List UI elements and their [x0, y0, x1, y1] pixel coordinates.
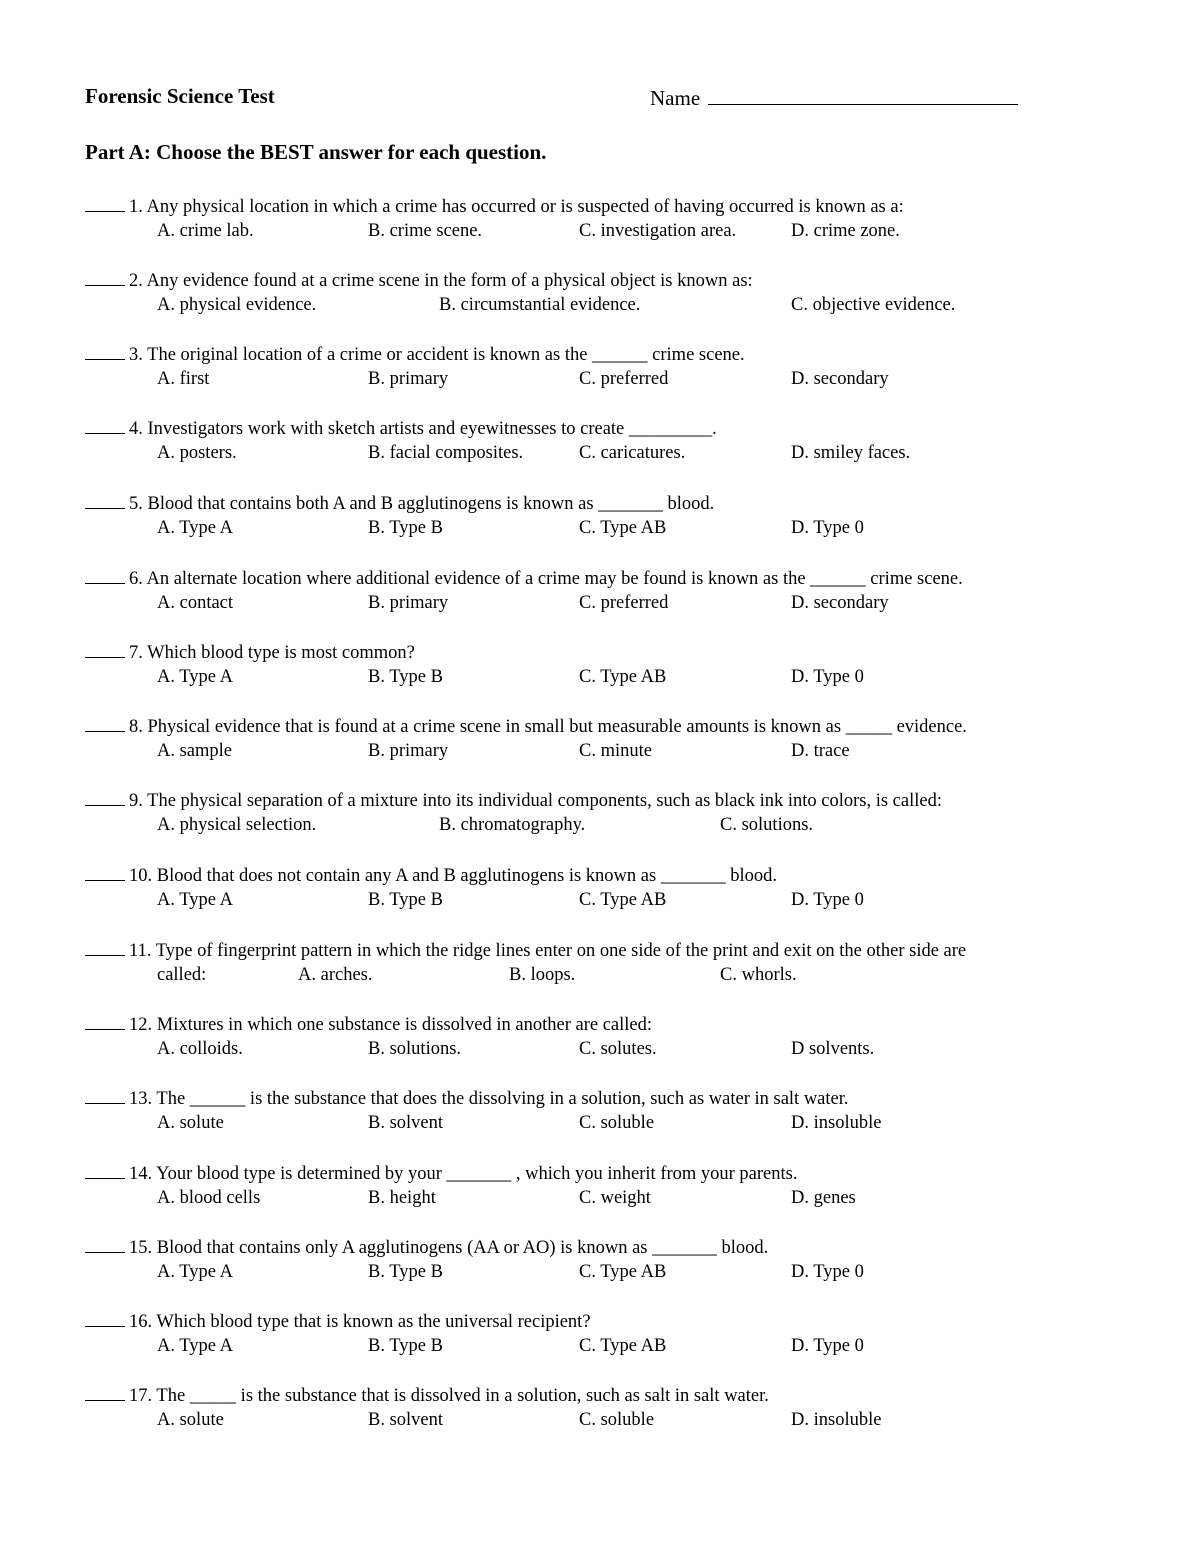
- name-label: Name: [650, 86, 701, 110]
- name-field-line[interactable]: [708, 104, 1018, 105]
- answer-option: D. insoluble: [791, 1113, 882, 1133]
- answer-option: A. sample: [157, 741, 233, 761]
- question-16: [85, 1311, 1125, 1361]
- question-4: [85, 418, 1125, 468]
- answer-option: C. caricatures.: [579, 443, 686, 463]
- answer-options: [85, 1113, 1125, 1138]
- question-8: [85, 716, 1125, 766]
- question-9: [85, 790, 1125, 840]
- answer-option: A. posters.: [157, 443, 237, 463]
- answer-option: A. blood cells: [157, 1188, 261, 1208]
- question-stem: 11. Type of fingerprint pattern in which the ridge lines enter on one side of the print and exit on the other side are: [129, 941, 967, 961]
- answer-blank[interactable]: [85, 418, 125, 434]
- answer-option: B. circumstantial evidence.: [439, 295, 641, 315]
- answer-options: [85, 369, 1125, 394]
- question-14: [85, 1163, 1125, 1213]
- answer-options: [85, 593, 1125, 618]
- answer-option: C. Type AB: [579, 667, 667, 687]
- question-stem: 16. Which blood type that is known as the universal recipient?: [129, 1312, 591, 1332]
- header: [85, 84, 1115, 114]
- answer-option: C. Type AB: [579, 890, 667, 910]
- answer-option: C. solutes.: [579, 1039, 657, 1059]
- question-stem: 7. Which blood type is most common?: [129, 643, 415, 663]
- answer-options: [85, 443, 1125, 468]
- answer-blank[interactable]: [85, 568, 125, 584]
- answer-option: D. insoluble: [791, 1410, 882, 1430]
- answer-option: A. physical evidence.: [157, 295, 317, 315]
- answer-option: B. Type B: [368, 890, 443, 910]
- answer-option: C. whorls.: [720, 965, 797, 985]
- answer-options: [85, 518, 1125, 543]
- question-11: [85, 940, 1125, 990]
- answer-blank[interactable]: [85, 196, 125, 212]
- answer-blank[interactable]: [85, 790, 125, 806]
- answer-option: B. Type B: [368, 518, 443, 538]
- question-13: [85, 1088, 1125, 1138]
- answer-options: [85, 741, 1125, 766]
- answer-option: A. arches.: [298, 965, 373, 985]
- answer-option: A. contact: [157, 593, 234, 613]
- question-10: [85, 865, 1125, 915]
- answer-option: D. Type 0: [791, 1262, 864, 1282]
- question-stem: 10. Blood that does not contain any A and B agglutinogens is known as _______ blood.: [129, 866, 777, 886]
- answer-option: B. facial composites.: [368, 443, 524, 463]
- answer-options: [85, 815, 1125, 840]
- answer-option: A. solute: [157, 1113, 224, 1133]
- answer-option: B. solvent: [368, 1410, 444, 1430]
- answer-blank[interactable]: [85, 493, 125, 509]
- question-stem: 6. An alternate location where additional evidence of a crime may be found is known as the ______ crime scene.: [129, 569, 963, 589]
- answer-blank[interactable]: [85, 865, 125, 881]
- question-stem: 12. Mixtures in which one substance is dissolved in another are called:: [129, 1015, 653, 1035]
- answer-blank[interactable]: [85, 1088, 125, 1104]
- answer-blank[interactable]: [85, 1014, 125, 1030]
- answer-option: B. height: [368, 1188, 436, 1208]
- answer-option: D. Type 0: [791, 890, 864, 910]
- question-15: [85, 1237, 1125, 1287]
- answer-blank[interactable]: [85, 716, 125, 732]
- answer-options: [85, 1188, 1125, 1213]
- part-a-instructions: Part A: Choose the BEST answer for each question.: [85, 140, 547, 164]
- answer-option: A. Type A: [157, 1262, 233, 1282]
- answer-option: B. chromatography.: [439, 815, 586, 835]
- answer-options: [85, 667, 1125, 692]
- question-stem: 8. Physical evidence that is found at a crime scene in small but measurable amounts is known as _____ evidence.: [129, 717, 967, 737]
- answer-option: B. solutions.: [368, 1039, 462, 1059]
- answer-option: C. Type AB: [579, 1262, 667, 1282]
- answer-options: [85, 1039, 1125, 1064]
- answer-option: B. Type B: [368, 1336, 443, 1356]
- question-1: [85, 196, 1125, 246]
- answer-option: B. solvent: [368, 1113, 444, 1133]
- answer-option: B. primary: [368, 369, 449, 389]
- answer-option: A. physical selection.: [157, 815, 317, 835]
- question-stem: 1. Any physical location in which a crime has occurred or is suspected of having occurred is known as a:: [129, 197, 904, 217]
- question-6: [85, 568, 1125, 618]
- answer-blank[interactable]: [85, 1311, 125, 1327]
- answer-option: C. soluble: [579, 1113, 655, 1133]
- answer-option: A. crime lab.: [157, 221, 254, 241]
- answer-option: C. weight: [579, 1188, 651, 1208]
- answer-blank[interactable]: [85, 1163, 125, 1179]
- question-stem: 15. Blood that contains only A agglutinogens (AA or AO) is known as _______ blood.: [129, 1238, 769, 1258]
- answer-option: C. preferred: [579, 593, 669, 613]
- question-5: [85, 493, 1125, 543]
- answer-option: C. preferred: [579, 369, 669, 389]
- answer-option: B. crime scene.: [368, 221, 483, 241]
- answer-options: [85, 965, 1125, 990]
- answer-blank[interactable]: [85, 1237, 125, 1253]
- answer-blank[interactable]: [85, 642, 125, 658]
- answer-option: D. Type 0: [791, 1336, 864, 1356]
- answer-option: C. Type AB: [579, 518, 667, 538]
- answer-option: C. objective evidence.: [791, 295, 956, 315]
- question-stem: 3. The original location of a crime or accident is known as the ______ crime scene.: [129, 345, 745, 365]
- answer-options: [85, 1410, 1125, 1435]
- answer-blank[interactable]: [85, 270, 125, 286]
- question-stem-continued: called:: [157, 965, 207, 985]
- question-7: [85, 642, 1125, 692]
- answer-option: B. Type B: [368, 667, 443, 687]
- question-stem: 17. The _____ is the substance that is dissolved in a solution, such as salt in salt water.: [129, 1386, 769, 1406]
- answer-option: B. primary: [368, 741, 449, 761]
- question-stem: 14. Your blood type is determined by your _______ , which you inherit from your parents.: [129, 1164, 798, 1184]
- answer-option: D. Type 0: [791, 667, 864, 687]
- answer-option: A. colloids.: [157, 1039, 243, 1059]
- answer-option: C. investigation area.: [579, 221, 737, 241]
- answer-option: D. smiley faces.: [791, 443, 911, 463]
- answer-options: [85, 1262, 1125, 1287]
- question-3: [85, 344, 1125, 394]
- answer-option: A. first: [157, 369, 210, 389]
- question-stem: 2. Any evidence found at a crime scene in the form of a physical object is known as:: [129, 271, 753, 291]
- answer-option: C. soluble: [579, 1410, 655, 1430]
- test-title: Forensic Science Test: [85, 84, 275, 108]
- answer-option: B. Type B: [368, 1262, 443, 1282]
- answer-blank[interactable]: [85, 344, 125, 360]
- answer-option: B. loops.: [509, 965, 576, 985]
- answer-option: D. secondary: [791, 369, 889, 389]
- answer-option: A. Type A: [157, 518, 233, 538]
- answer-option: D. genes: [791, 1188, 856, 1208]
- answer-options: [85, 295, 1125, 320]
- answer-option: D. crime zone.: [791, 221, 900, 241]
- question-stem: 9. The physical separation of a mixture into its individual components, such as black ink into colors, is called:: [129, 791, 942, 811]
- answer-options: [85, 1336, 1125, 1361]
- answer-option: B. primary: [368, 593, 449, 613]
- answer-option: A. Type A: [157, 1336, 233, 1356]
- answer-options: [85, 221, 1125, 246]
- answer-option: A. Type A: [157, 667, 233, 687]
- answer-option: A. Type A: [157, 890, 233, 910]
- answer-options: [85, 890, 1125, 915]
- answer-blank[interactable]: [85, 940, 125, 956]
- answer-blank[interactable]: [85, 1385, 125, 1401]
- answer-option: D. Type 0: [791, 518, 864, 538]
- answer-option: D solvents.: [791, 1039, 875, 1059]
- question-12: [85, 1014, 1125, 1064]
- answer-option: D. secondary: [791, 593, 889, 613]
- question-stem: 4. Investigators work with sketch artists and eyewitnesses to create _________.: [129, 419, 717, 439]
- question-2: [85, 270, 1125, 320]
- question-17: [85, 1385, 1125, 1435]
- answer-option: D. trace: [791, 741, 850, 761]
- answer-option: C. solutions.: [720, 815, 814, 835]
- answer-option: A. solute: [157, 1410, 224, 1430]
- question-stem: 13. The ______ is the substance that does the dissolving in a solution, such as water in salt water.: [129, 1089, 849, 1109]
- answer-option: C. minute: [579, 741, 652, 761]
- question-stem: 5. Blood that contains both A and B agglutinogens is known as _______ blood.: [129, 494, 715, 514]
- answer-option: C. Type AB: [579, 1336, 667, 1356]
